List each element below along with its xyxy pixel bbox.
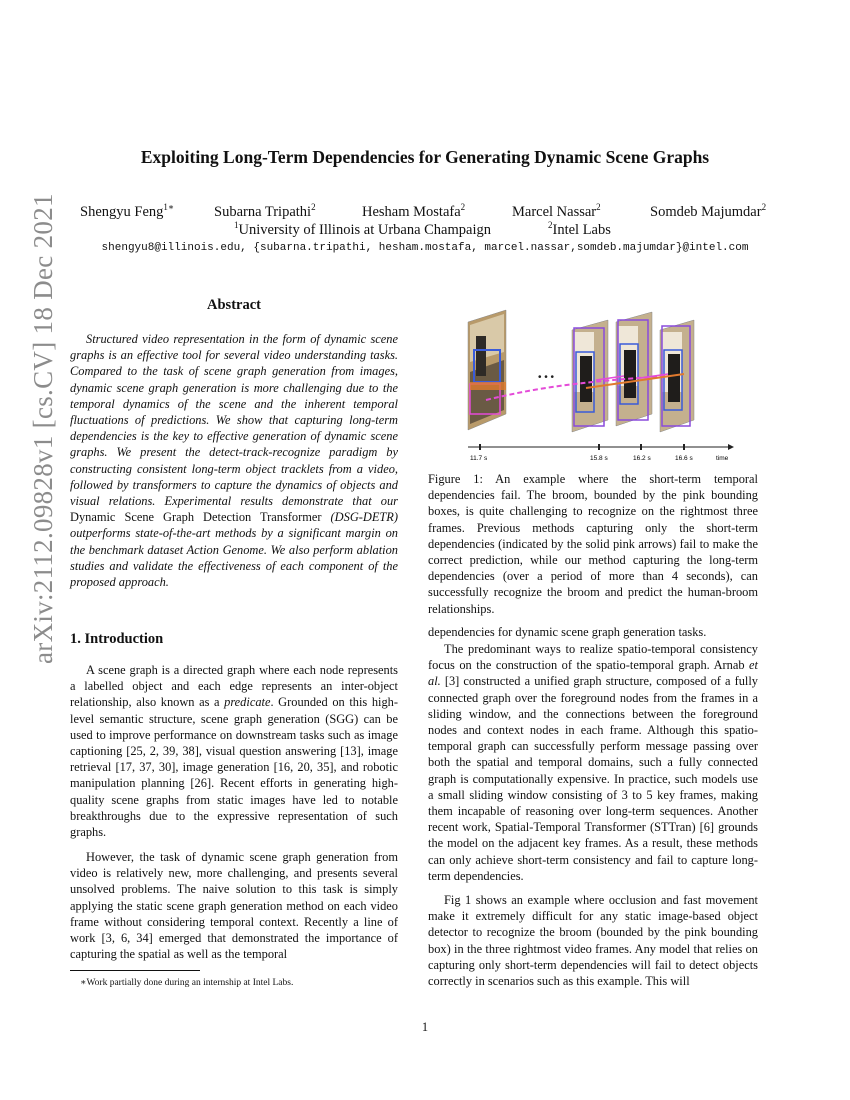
figure-1-timeline xyxy=(466,292,741,466)
footnote-rule xyxy=(70,970,200,971)
author-5: Somdeb Majumdar$^2$ xyxy=(650,202,767,220)
abstract-heading: Abstract xyxy=(207,297,261,313)
right-column-paragraph-0: dependencies for dynamic scene graph generation tasks. xyxy=(428,625,707,639)
author-emails: shengyu8@illinois.edu, {subarna.tripathi, hesham.mostafa, marcel.nassar,somdeb.majumdar}@intel.com xyxy=(101,242,749,254)
affiliation-1: $^1$University of Illinois at Urbana Champaign xyxy=(234,220,491,238)
intro-paragraph-2: However, the task of dynamic scene graph generation from video is relatively new, more challenging, and presents several unsolved problems. The naive solution to this task is simply applying the static scene graph generation method on each video frame without considering temporal context. Recently a line of work [3, 6, 34] emerged that demonstrated the importance of capturing the spatial as well as the temporal xyxy=(70,850,398,962)
tick-label: time xyxy=(716,455,729,462)
video-frame-3 xyxy=(616,312,652,426)
right-column-paragraph-2: Fig 1 shows an example where occlusion and fast movement make it extremely difficult for any static image-based object detector to recognize the broom (bounded by the pink bounding box) in the three rightmost video frames. Any model that relies on capturing only short-term dependencies will fail to detect objects correctly in scenarios such as this example. This will xyxy=(428,893,758,989)
tick-label: 15.8 s xyxy=(590,455,608,462)
author-4: Marcel Nassar$^2$ xyxy=(512,202,601,220)
affiliation-2: $^2$Intel Labs xyxy=(548,220,611,238)
tick-label: 11.7 s xyxy=(470,455,488,462)
tick-label: 16.2 s xyxy=(633,455,651,462)
arxiv-identifier: arXiv:2112.09828v1 [cs.CV] 18 Dec 2021 xyxy=(28,193,58,664)
section-heading-introduction: 1. Introduction xyxy=(70,631,164,647)
page-number: 1 xyxy=(421,1020,429,1034)
video-frame-1 xyxy=(468,310,506,430)
footnote: ∗Work partially done during an internship at Intel Labs. xyxy=(80,978,294,988)
author-2: Subarna Tripathi$^2$ xyxy=(214,202,316,220)
figure-ellipsis: • • • xyxy=(538,372,555,383)
author-3: Hesham Mostafa$^2$ xyxy=(362,202,466,220)
right-column-paragraph-1: The predominant ways to realize spatio-temporal consistency focus on the construction of the spatio-temporal graph. Arnab et al. [3] constructed a unified graph structure, composed of a fully connected graph over the foreground nodes from the frames in a sliding window, and the connections between the foreground nodes and context nodes in each frame. Although this spatio-temporal graph can successfully perform message passing over both the spatial and temporal domains, such a fully connected graph is computationally expensive. In practice, such models use a small sliding window consisting of 3 to 5 key frames, making them incapable of reasoning over long-term sequences. Another recent work, Spatial-Temporal Transformer (STTran) [6] grounds the model on the adjacent key frames. As a result, these methods can only achieve short-term consistency and fail to capture long-term dependencies. xyxy=(428,642,758,883)
paper-title: Exploiting Long-Term Dependencies for Generating Dynamic Scene Graphs xyxy=(140,147,710,167)
abstract-body: Structured video representation in the form of dynamic scene graphs is an effective tool for several video understanding tasks. Compared to the task of scene graph generation from images, dynamic scene graph generation is more challenging due to the temporal dynamics of the scene and the inherent temporal fluctuations of predictions. We show that capturing long-term dependencies is the key to effective generation of dynamic scene graphs. We present the detect-track-recognize paradigm by constructing consistent long-term object tracklets from a video, followed by transformers to capture the dynamics of objects and visual relations. Experimental results demonstrate that our Dynamic Scene Graph Detection Transformer (DSG-DETR) outperforms state-of-the-art methods by a significant margin on the benchmark dataset Action Genome. We also perform ablation studies and validate the effectiveness of each component of the proposed approach. xyxy=(70,332,398,590)
intro-paragraph-1: A scene graph is a directed graph where each node represents a labelled object and each edge represents an inter-object relationship, also known as a predicate. Grounded on this high-level semantic structure, scene graph generation (SGG) can be used to improve performance on downstream tasks such as image captioning [25, 2, 39, 38], visual question answering [13], image retrieval [17, 37, 30], image generation [16, 20, 35], and robotic manipulation planning [26]. Recent efforts in generating high-quality scene graphs from static images have led to notable breakthroughs due to the expressive representation of such graphs. xyxy=(70,663,398,840)
figure-1-caption: Figure 1: An example where the short-term temporal dependencies fail. The broom, bounded by the pink bounding boxes, is quite challenging to recognize on the rightmost three frames. Previous methods capturing only the short-term dependencies (indicated by the solid pink arrows) fail to make the correct prediction, while our method capturing the long-term dependencies (over a period of more than 4 seconds), can successfully recognize the broom and predict the human-broom relationships. xyxy=(428,472,758,616)
video-frame-2 xyxy=(572,320,608,432)
tick-label: 16.6 s xyxy=(675,455,693,462)
author-1: Shengyu Feng$^{1∗}$ xyxy=(80,202,174,220)
